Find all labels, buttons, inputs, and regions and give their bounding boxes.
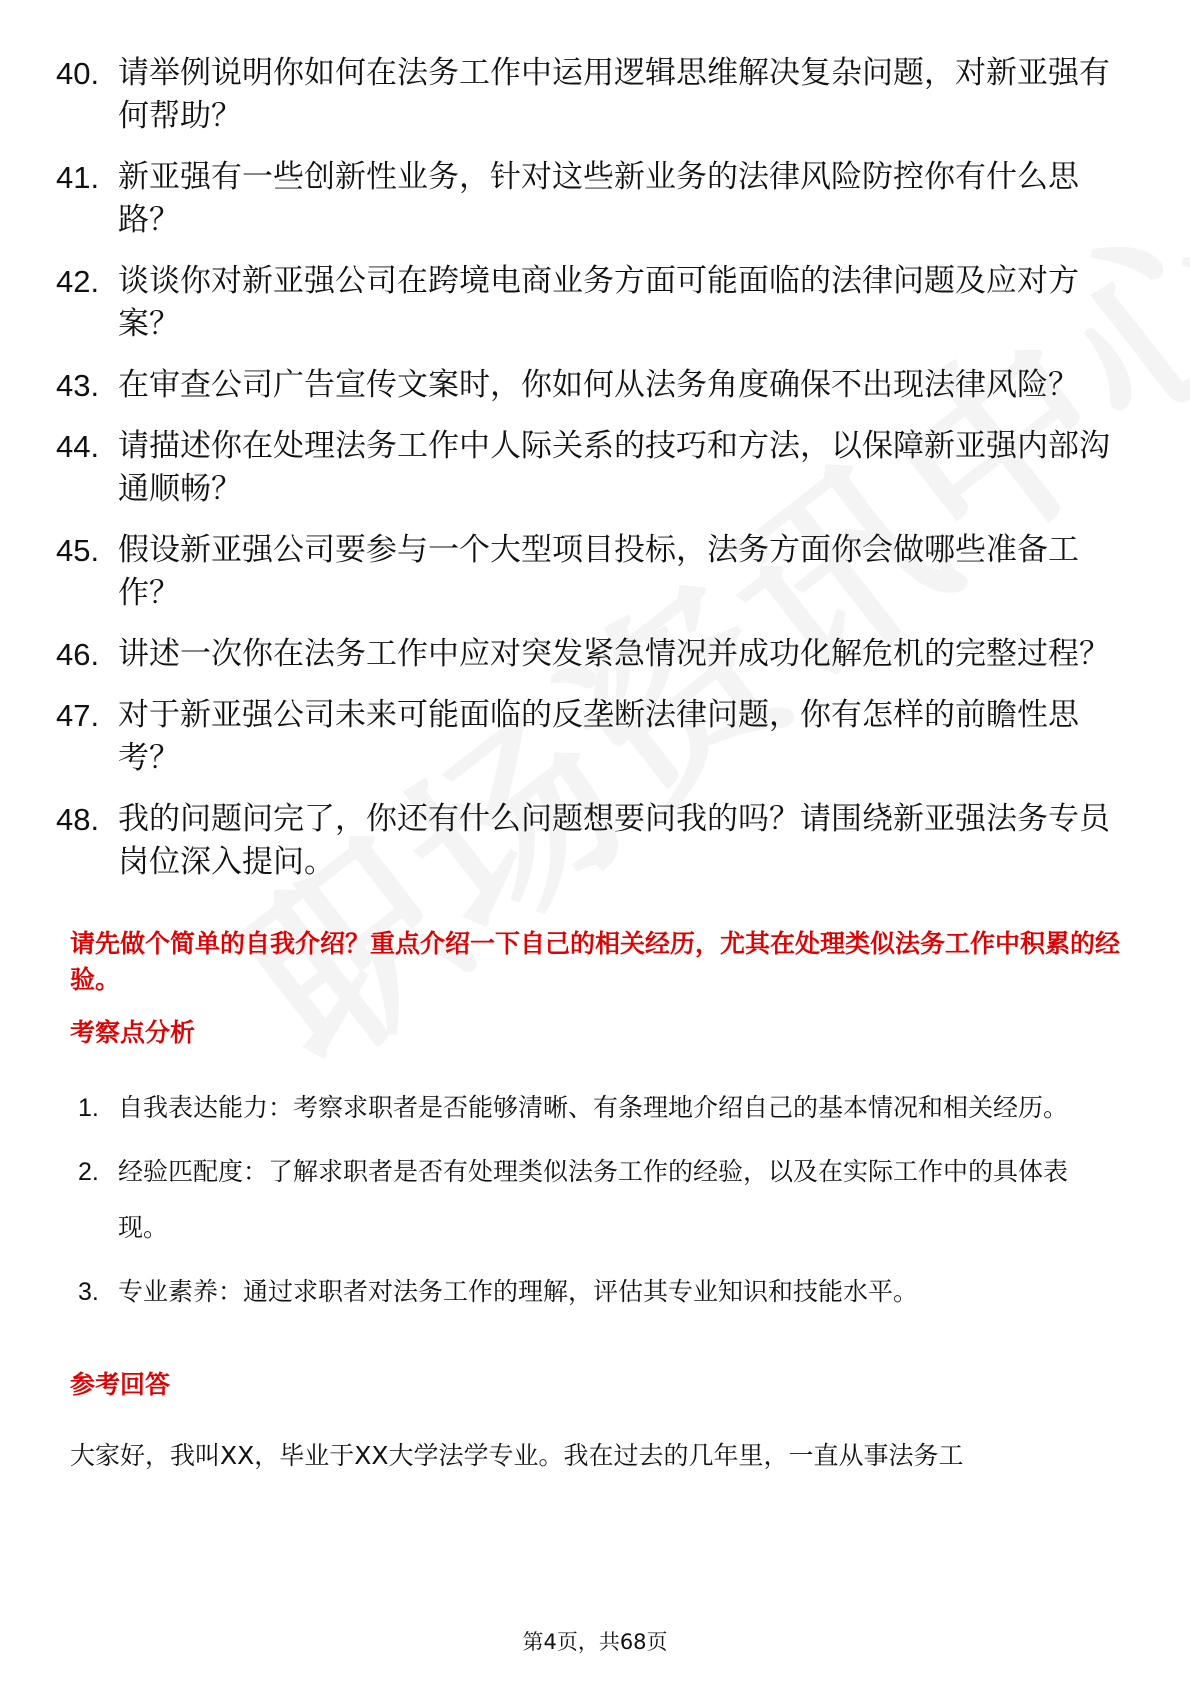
answer-section-title: 参考回答 [70,1370,171,1399]
question-number: 47. [56,698,100,733]
question-text: 谈谈你对新亚强公司在跨境电商业务方面可能面临的法律问题及应对方案？ [118,263,1079,342]
question-number: 43. [56,368,100,403]
analysis-list [78,1080,1108,1328]
list-item [56,52,1116,138]
question-number: 45. [56,533,100,568]
answer-paragraph: 大家好，我叫XX，毕业于XX大学法学专业。我在过去的几年里，一直从事法务工 [70,1441,964,1470]
question-text: 讲述一次你在法务工作中应对突发紧急情况并成功化解危机的完整过程？ [118,636,1110,672]
analysis-number: 1. [78,1094,99,1122]
list-item [78,1080,1108,1136]
analysis-number: 3. [78,1278,99,1306]
question-text: 假设新亚强公司要参与一个大型项目投标，法务方面你会做哪些准备工作？ [118,532,1079,611]
list-item [78,1144,1108,1256]
list-item [56,529,1116,615]
list-item [56,425,1116,511]
analysis-number: 2. [78,1158,99,1186]
question-text: 我的问题问完了，你还有什么问题想要问我的吗？请围绕新亚强法务专员岗位深入提问。 [118,801,1110,880]
question-text: 请描述你在处理法务工作中人际关系的技巧和方法，以保障新亚强内部沟通顺畅？ [118,428,1110,507]
analysis-section-title: 考察点分析 [70,1018,196,1047]
analysis-text: 专业素养：通过求职者对法务工作的理解，评估其专业知识和技能水平。 [118,1277,919,1306]
question-number: 41. [56,160,100,195]
question-list [56,52,1116,902]
analysis-text: 自我表达能力：考察求职者是否能够清晰、有条理地介绍自己的基本情况和相关经历。 [118,1093,1069,1122]
analysis-text: 经验匹配度：了解求职者是否有处理类似法务工作的经验，以及在实际工作中的具体表现。 [118,1157,1069,1242]
question-text: 新亚强有一些创新性业务，针对这些新业务的法律风险防控你有什么思路？ [118,159,1079,238]
page-footer: 第4页，共68页 [522,1630,668,1654]
question-number: 44. [56,429,100,464]
list-item [56,156,1116,242]
list-item [56,798,1116,884]
question-number: 48. [56,802,100,837]
question-text: 请举例说明你如何在法务工作中运用逻辑思维解决复杂问题，对新亚强有何帮助？ [118,55,1110,134]
question-number: 40. [56,56,100,91]
list-item [56,260,1116,346]
list-item [56,633,1116,676]
question-text: 在审查公司广告宣传文案时，你如何从法务角度确保不出现法律风险？ [118,367,1079,403]
list-item [56,694,1116,780]
question-text: 对于新亚强公司未来可能面临的反垄断法律问题，你有怎样的前瞻性思考？ [118,697,1079,776]
list-item [56,364,1116,407]
list-item [78,1264,1108,1320]
question-number: 42. [56,264,100,299]
featured-question-heading: 请先做个简单的自我介绍？重点介绍一下自己的相关经历，尤其在处理类似法务工作中积累的经验。 [70,929,1121,994]
question-number: 46. [56,637,100,672]
